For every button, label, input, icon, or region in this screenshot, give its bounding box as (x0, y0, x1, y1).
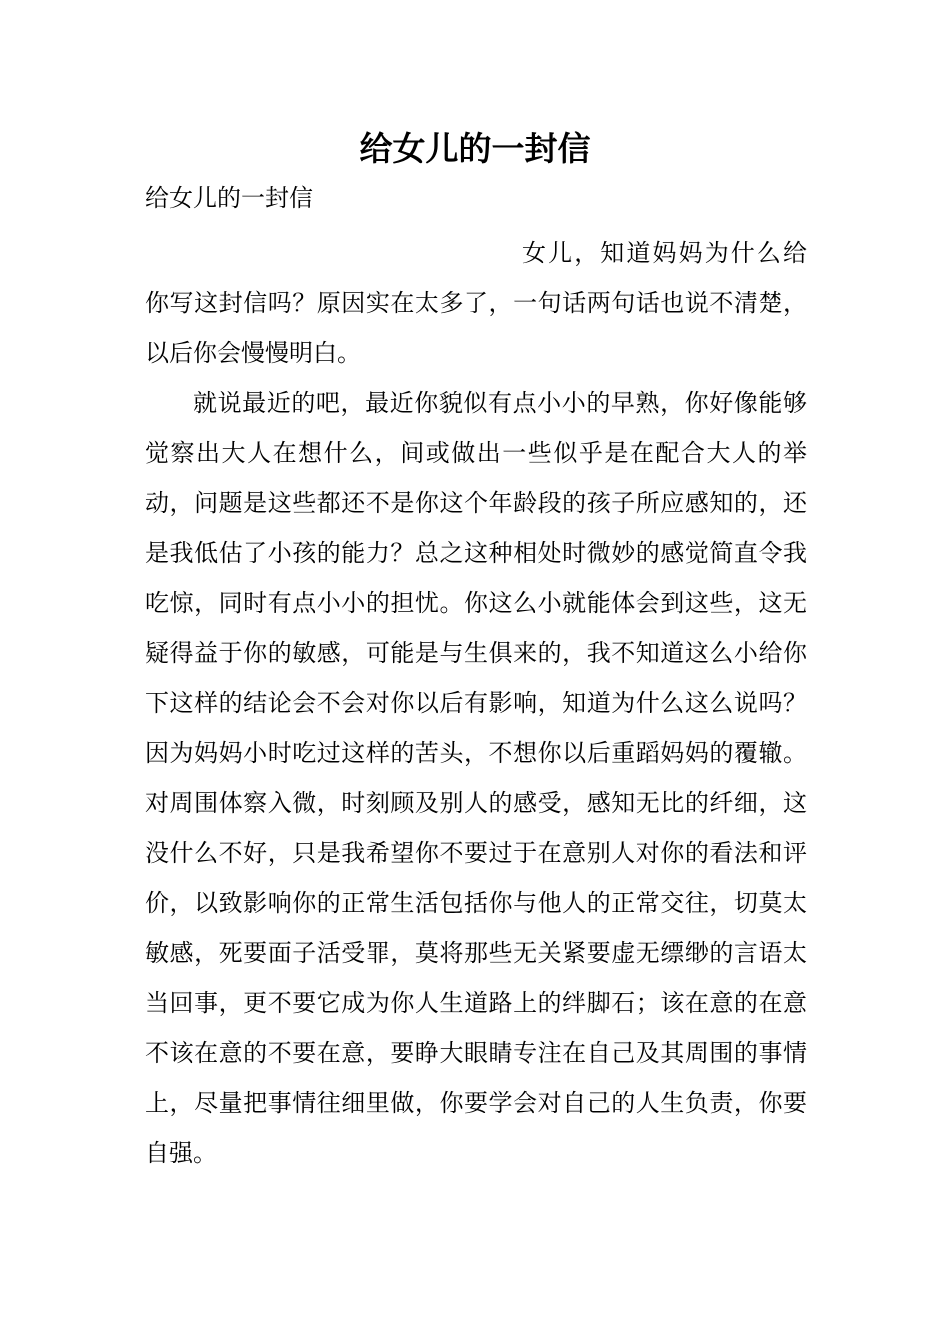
paragraph-main: 就说最近的吧，最近你貌似有点小小的早熟，你好像能够觉察出大人在想什么，间或做出一些似乎是在配合大人的举动，问题是这些都还不是你这个年龄段的孩子所应感知的，还是我低估了小孩的能力？总之这种相处时微妙的感觉简直令我吃惊，同时有点小小的担忧。你这么小就能体会到这些，这无疑得益于你的敏感，可能是与生俱来的，我不知道这么小给你下这样的结论会不会对你以后有影响，知道为什么这么说吗？因为妈妈小时吃过这样的苦头，不想你以后重蹈妈妈的覆辙。对周围体察入微，时刻顾及别人的感受，感知无比的纤细，这没什么不好，只是我希望你不要过于在意别人对你的看法和评价，以致影响你的正常生活包括你与他人的正常交往，切莫太敏感，死要面子活受罪，莫将那些无关紧要虚无缥缈的言语太当回事，更不要它成为你人生道路上的绊脚石；该在意的在意不该在意的不要在意，要睁大眼睛专注在自己及其周围的事情上，尽量把事情往细里做，你要学会对自己的人生负责，你要自强。 (145, 389, 807, 1167)
paragraph-opening: 女儿，知道妈妈为什么给你写这封信吗？原因实在太多了，一句话两句话也说不清楚，以后你会慢慢明白。 (145, 239, 807, 367)
document-title: 给女儿的一封信 (359, 129, 591, 168)
document-body (145, 228, 807, 1178)
document-subtitle: 给女儿的一封信 (145, 184, 313, 212)
